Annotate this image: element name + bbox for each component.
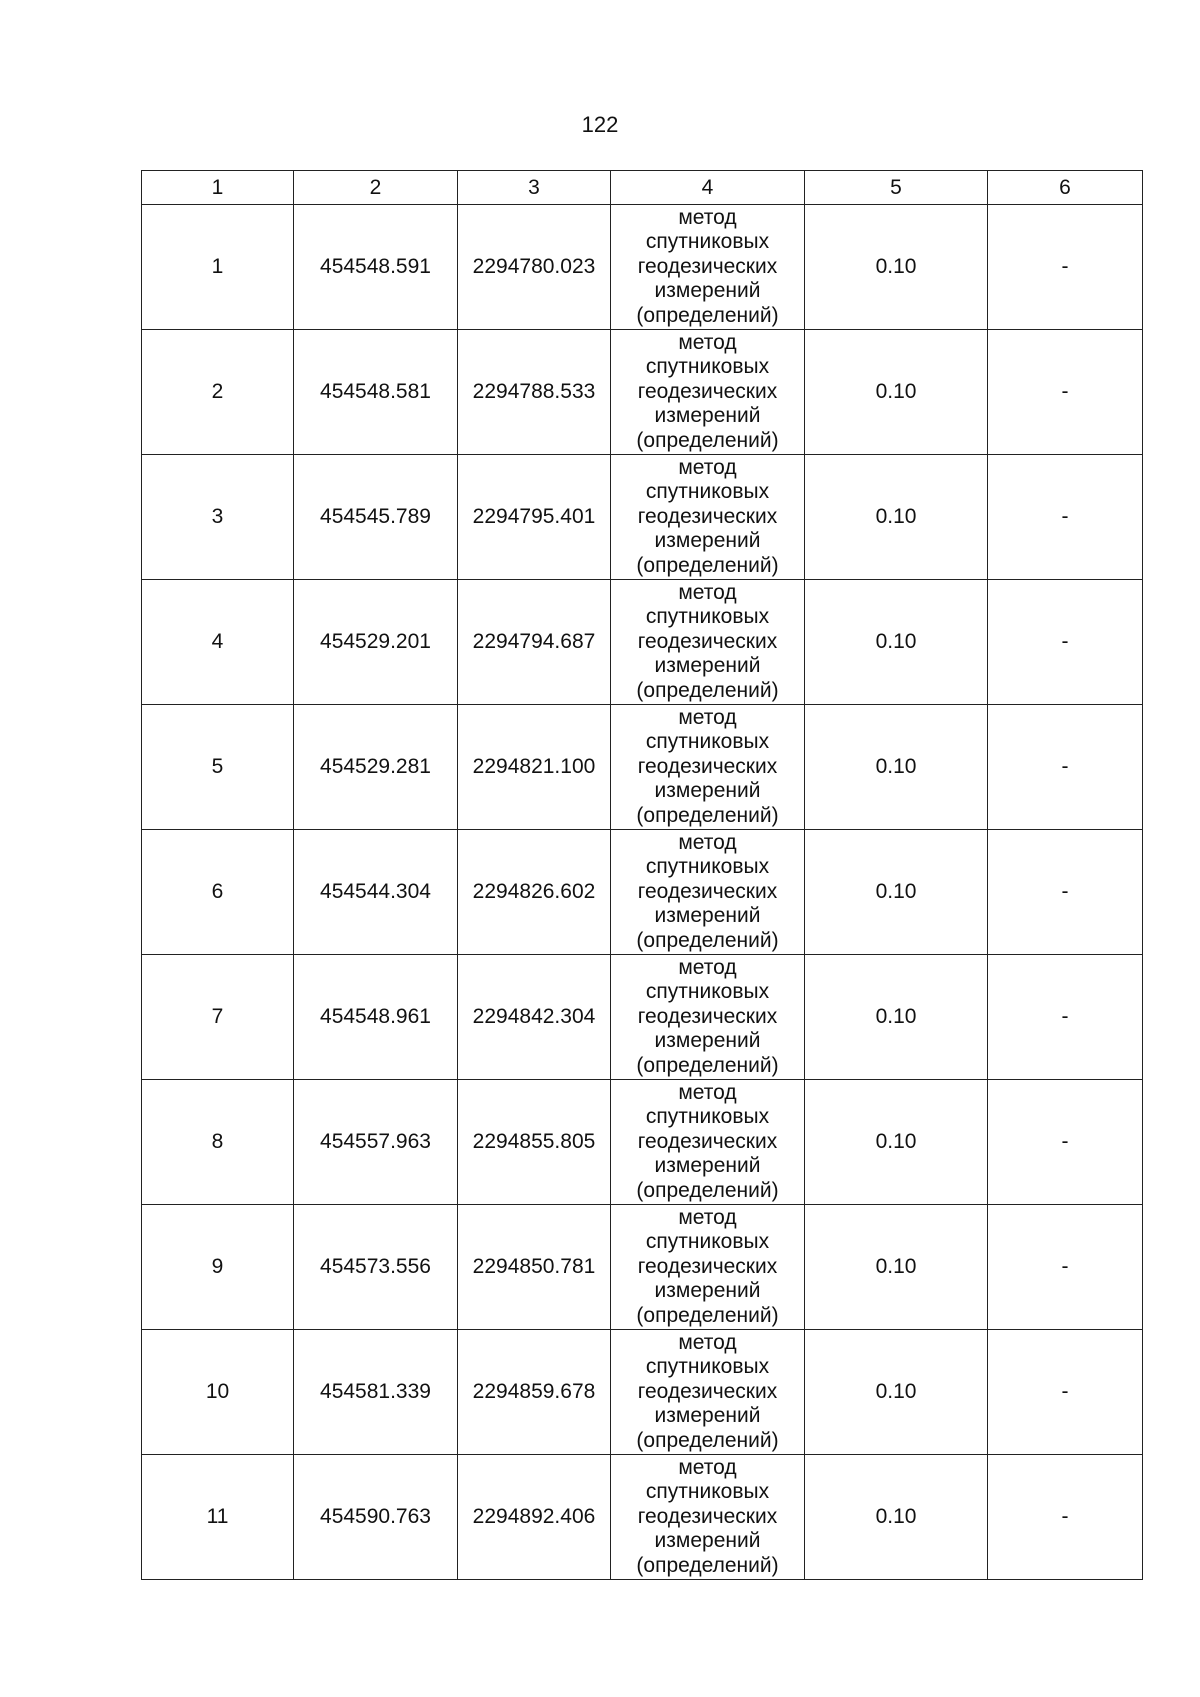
table-cell: 454544.304 [294,830,458,955]
table-row [142,1455,1143,1580]
table-header-row [142,171,1143,205]
method-line: (определений) [636,303,779,327]
method-line: измерений [654,904,761,928]
method-line: метод [678,330,737,354]
method-line: метод [678,830,737,854]
table-cell: 454548.581 [294,330,458,455]
table-cell: 0.10 [805,1330,988,1455]
method-line: геодезических [637,1129,778,1153]
method-line: измерений [654,1404,761,1428]
method-line: спутниковых [645,730,770,754]
method-line: геодезических [637,754,778,778]
table-cell: 0.10 [805,1455,988,1580]
table-cell: 2294794.687 [458,580,611,705]
method-line: (определений) [636,928,779,952]
method-cell [611,1205,805,1330]
method-line: спутниковых [645,1355,770,1379]
method-line: (определений) [636,803,779,827]
method-cell [611,830,805,955]
method-line: измерений [654,1529,761,1553]
table-body [142,205,1143,1580]
table-cell: 5 [142,705,294,830]
table-row [142,830,1143,955]
method-line: геодезических [637,1504,778,1528]
method-line: (определений) [636,1178,779,1202]
table-cell: - [988,1455,1143,1580]
table-row [142,580,1143,705]
method-line: геодезических [637,379,778,403]
table-cell: 2294859.678 [458,1330,611,1455]
table-cell: 0.10 [805,580,988,705]
table-cell: 3 [142,455,294,580]
column-header: 3 [458,171,611,205]
table-row [142,1205,1143,1330]
table-cell: - [988,455,1143,580]
table-cell: - [988,1080,1143,1205]
method-line: метод [678,1080,737,1104]
method-cell [611,205,805,330]
method-line: спутниковых [645,1230,770,1254]
table-cell: 454573.556 [294,1205,458,1330]
method-line: измерений [654,529,761,553]
method-line: геодезических [637,879,778,903]
table-cell: 2294788.533 [458,330,611,455]
table-cell: 2294821.100 [458,705,611,830]
table-cell: - [988,1330,1143,1455]
table-row [142,705,1143,830]
method-line: спутниковых [645,1105,770,1129]
table-row [142,1080,1143,1205]
method-line: измерений [654,279,761,303]
method-line: измерений [654,1029,761,1053]
table-cell: 0.10 [805,1205,988,1330]
table-cell: 8 [142,1080,294,1205]
method-line: измерений [654,654,761,678]
table-row [142,955,1143,1080]
table-cell: 454529.201 [294,580,458,705]
method-line: (определений) [636,1428,779,1452]
method-line: метод [678,955,737,979]
method-line: метод [678,1330,737,1354]
method-cell [611,705,805,830]
table-cell: - [988,955,1143,1080]
table-cell: - [988,705,1143,830]
method-line: измерений [654,779,761,803]
method-line: метод [678,705,737,729]
method-line: спутниковых [645,230,770,254]
table-cell: 454548.591 [294,205,458,330]
method-line: метод [678,455,737,479]
table-cell: 454557.963 [294,1080,458,1205]
table-cell: 4 [142,580,294,705]
method-line: метод [678,580,737,604]
table-cell: 2294795.401 [458,455,611,580]
method-line: геодезических [637,504,778,528]
table-row [142,330,1143,455]
table-cell: 0.10 [805,705,988,830]
table-cell: 2294780.023 [458,205,611,330]
column-header: 2 [294,171,458,205]
method-line: геодезических [637,1379,778,1403]
method-line: (определений) [636,553,779,577]
method-line: спутниковых [645,1480,770,1504]
method-line: спутниковых [645,480,770,504]
table-cell: 6 [142,830,294,955]
page-number: 122 [581,112,619,137]
coordinates-table [141,170,1143,1580]
table-cell: 0.10 [805,330,988,455]
table-cell: 2 [142,330,294,455]
column-header: 1 [142,171,294,205]
method-cell [611,580,805,705]
method-line: (определений) [636,1053,779,1077]
method-cell [611,955,805,1080]
method-cell [611,1080,805,1205]
column-header: 6 [988,171,1143,205]
method-line: измерений [654,404,761,428]
table-cell: 0.10 [805,455,988,580]
method-line: измерений [654,1279,761,1303]
table-cell: - [988,830,1143,955]
table-cell: 454581.339 [294,1330,458,1455]
method-cell [611,330,805,455]
method-line: геодезических [637,629,778,653]
table-cell: 454545.789 [294,455,458,580]
method-cell [611,1455,805,1580]
method-line: спутниковых [645,980,770,1004]
method-line: спутниковых [645,605,770,629]
table-cell: - [988,205,1143,330]
column-header: 5 [805,171,988,205]
table-cell: 454529.281 [294,705,458,830]
table-cell: 7 [142,955,294,1080]
table-cell: 11 [142,1455,294,1580]
table-row [142,1330,1143,1455]
table-row [142,455,1143,580]
table-cell: - [988,1205,1143,1330]
table-cell: 2294842.304 [458,955,611,1080]
method-line: (определений) [636,1553,779,1577]
table-row [142,205,1143,330]
table-cell: 0.10 [805,955,988,1080]
table-cell: 454548.961 [294,955,458,1080]
method-line: метод [678,1205,737,1229]
method-line: (определений) [636,678,779,702]
method-line: метод [678,205,737,229]
table-cell: 454590.763 [294,1455,458,1580]
method-line: геодезических [637,254,778,278]
method-line: геодезических [637,1254,778,1278]
table-cell: 2294855.805 [458,1080,611,1205]
column-header: 4 [611,171,805,205]
table-cell: 0.10 [805,830,988,955]
table-cell: 0.10 [805,1080,988,1205]
method-line: (определений) [636,1303,779,1327]
table-cell: 0.10 [805,205,988,330]
table-cell: 10 [142,1330,294,1455]
table-cell: - [988,580,1143,705]
table-cell: 1 [142,205,294,330]
table-cell: 9 [142,1205,294,1330]
method-line: спутниковых [645,355,770,379]
method-line: измерений [654,1154,761,1178]
method-line: спутниковых [645,855,770,879]
method-line: геодезических [637,1004,778,1028]
method-line: (определений) [636,428,779,452]
table-cell: 2294826.602 [458,830,611,955]
method-cell [611,455,805,580]
method-line: метод [678,1455,737,1479]
method-cell [611,1330,805,1455]
table-cell: 2294892.406 [458,1455,611,1580]
table-cell: - [988,330,1143,455]
table-cell: 2294850.781 [458,1205,611,1330]
